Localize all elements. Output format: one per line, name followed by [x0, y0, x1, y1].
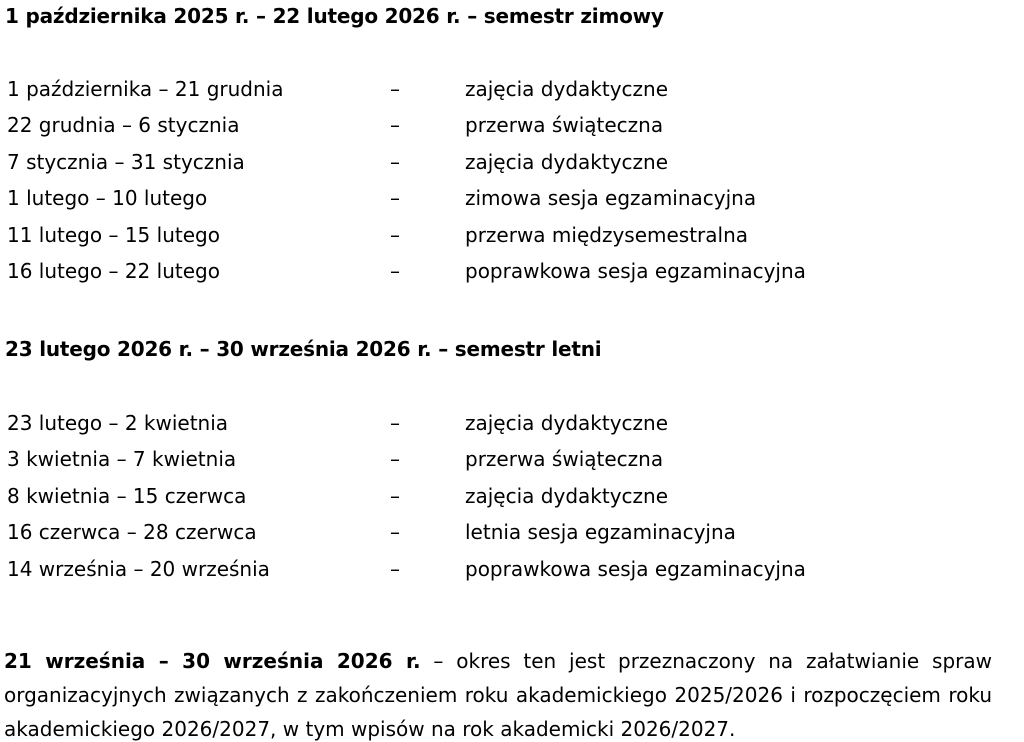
organizational-period-dates: 21 września – 30 września 2026 r. — [4, 649, 421, 673]
schedule-dash: – — [390, 483, 400, 508]
schedule-date-range: 23 lutego – 2 kwietnia — [7, 411, 229, 435]
schedule-date-range: 1 października – 21 grudnia — [7, 77, 284, 101]
schedule-description: przerwa świąteczna — [465, 113, 664, 138]
schedule-description: poprawkowa sesja egzaminacyjna — [465, 556, 806, 581]
schedule-description: przerwa świąteczna — [465, 447, 664, 472]
schedule-dash: – — [390, 77, 400, 101]
schedule-dash: – — [390, 520, 400, 545]
schedule-description: letnia sesja egzaminacyjna — [465, 520, 736, 545]
summer-semester-schedule — [7, 410, 1007, 592]
schedule-description: zajęcia dydaktyczne — [465, 411, 668, 435]
schedule-dash: – — [390, 113, 400, 138]
schedule-row — [7, 222, 1007, 258]
schedule-dash: – — [390, 149, 400, 174]
schedule-date-range: 16 lutego – 22 lutego — [7, 258, 220, 283]
schedule-row — [7, 76, 1007, 112]
schedule-date-range: 3 kwietnia – 7 kwietnia — [7, 447, 237, 472]
schedule-description: zajęcia dydaktyczne — [465, 483, 668, 508]
schedule-description: przerwa międzysemestralna — [465, 222, 749, 247]
schedule-description: zajęcia dydaktyczne — [465, 149, 668, 174]
summer-semester-heading: 23 lutego 2026 r. – 30 września 2026 r. – semestr letni — [5, 337, 602, 361]
schedule-date-range: 11 lutego – 15 lutego — [7, 222, 220, 247]
schedule-date-range: 1 lutego – 10 lutego — [7, 186, 208, 211]
organizational-period-text: – okres ten jest przeznaczony na załatwianie spraw organizacyjnych związanych z zakończeniem roku akademickiego 2025/2026 i rozpoczęciem roku akademickiego 2026/2027, w tym wpisów na rok akademicki 2026/2027. — [4, 649, 992, 741]
schedule-dash: – — [390, 258, 400, 283]
schedule-row — [7, 258, 1007, 294]
winter-semester-schedule — [7, 76, 1007, 294]
schedule-row — [7, 483, 1007, 519]
schedule-dash: – — [390, 222, 400, 247]
schedule-date-range: 7 stycznia – 31 stycznia — [7, 149, 245, 174]
schedule-description: poprawkowa sesja egzaminacyjna — [465, 258, 806, 283]
schedule-description: zajęcia dydaktyczne — [465, 77, 668, 101]
schedule-row — [7, 185, 1007, 221]
schedule-row — [7, 556, 1007, 592]
schedule-date-range: 8 kwietnia – 15 czerwca — [7, 483, 247, 508]
schedule-date-range: 14 września – 20 września — [7, 556, 270, 581]
schedule-date-range: 22 grudnia – 6 stycznia — [7, 113, 240, 138]
schedule-date-range: 16 czerwca – 28 czerwca — [7, 520, 257, 545]
winter-semester-heading: 1 października 2025 r. – 22 lutego 2026 r. – semestr zimowy — [5, 4, 664, 28]
schedule-dash: – — [390, 556, 400, 581]
schedule-row — [7, 410, 1007, 446]
schedule-description: zimowa sesja egzaminacyjna — [465, 186, 757, 211]
schedule-row — [7, 149, 1007, 185]
schedule-row — [7, 446, 1007, 482]
schedule-dash: – — [390, 447, 400, 472]
schedule-dash: – — [390, 411, 400, 435]
schedule-row — [7, 519, 1007, 555]
organizational-period-note — [4, 644, 992, 742]
schedule-dash: – — [390, 186, 400, 211]
schedule-row — [7, 112, 1007, 148]
